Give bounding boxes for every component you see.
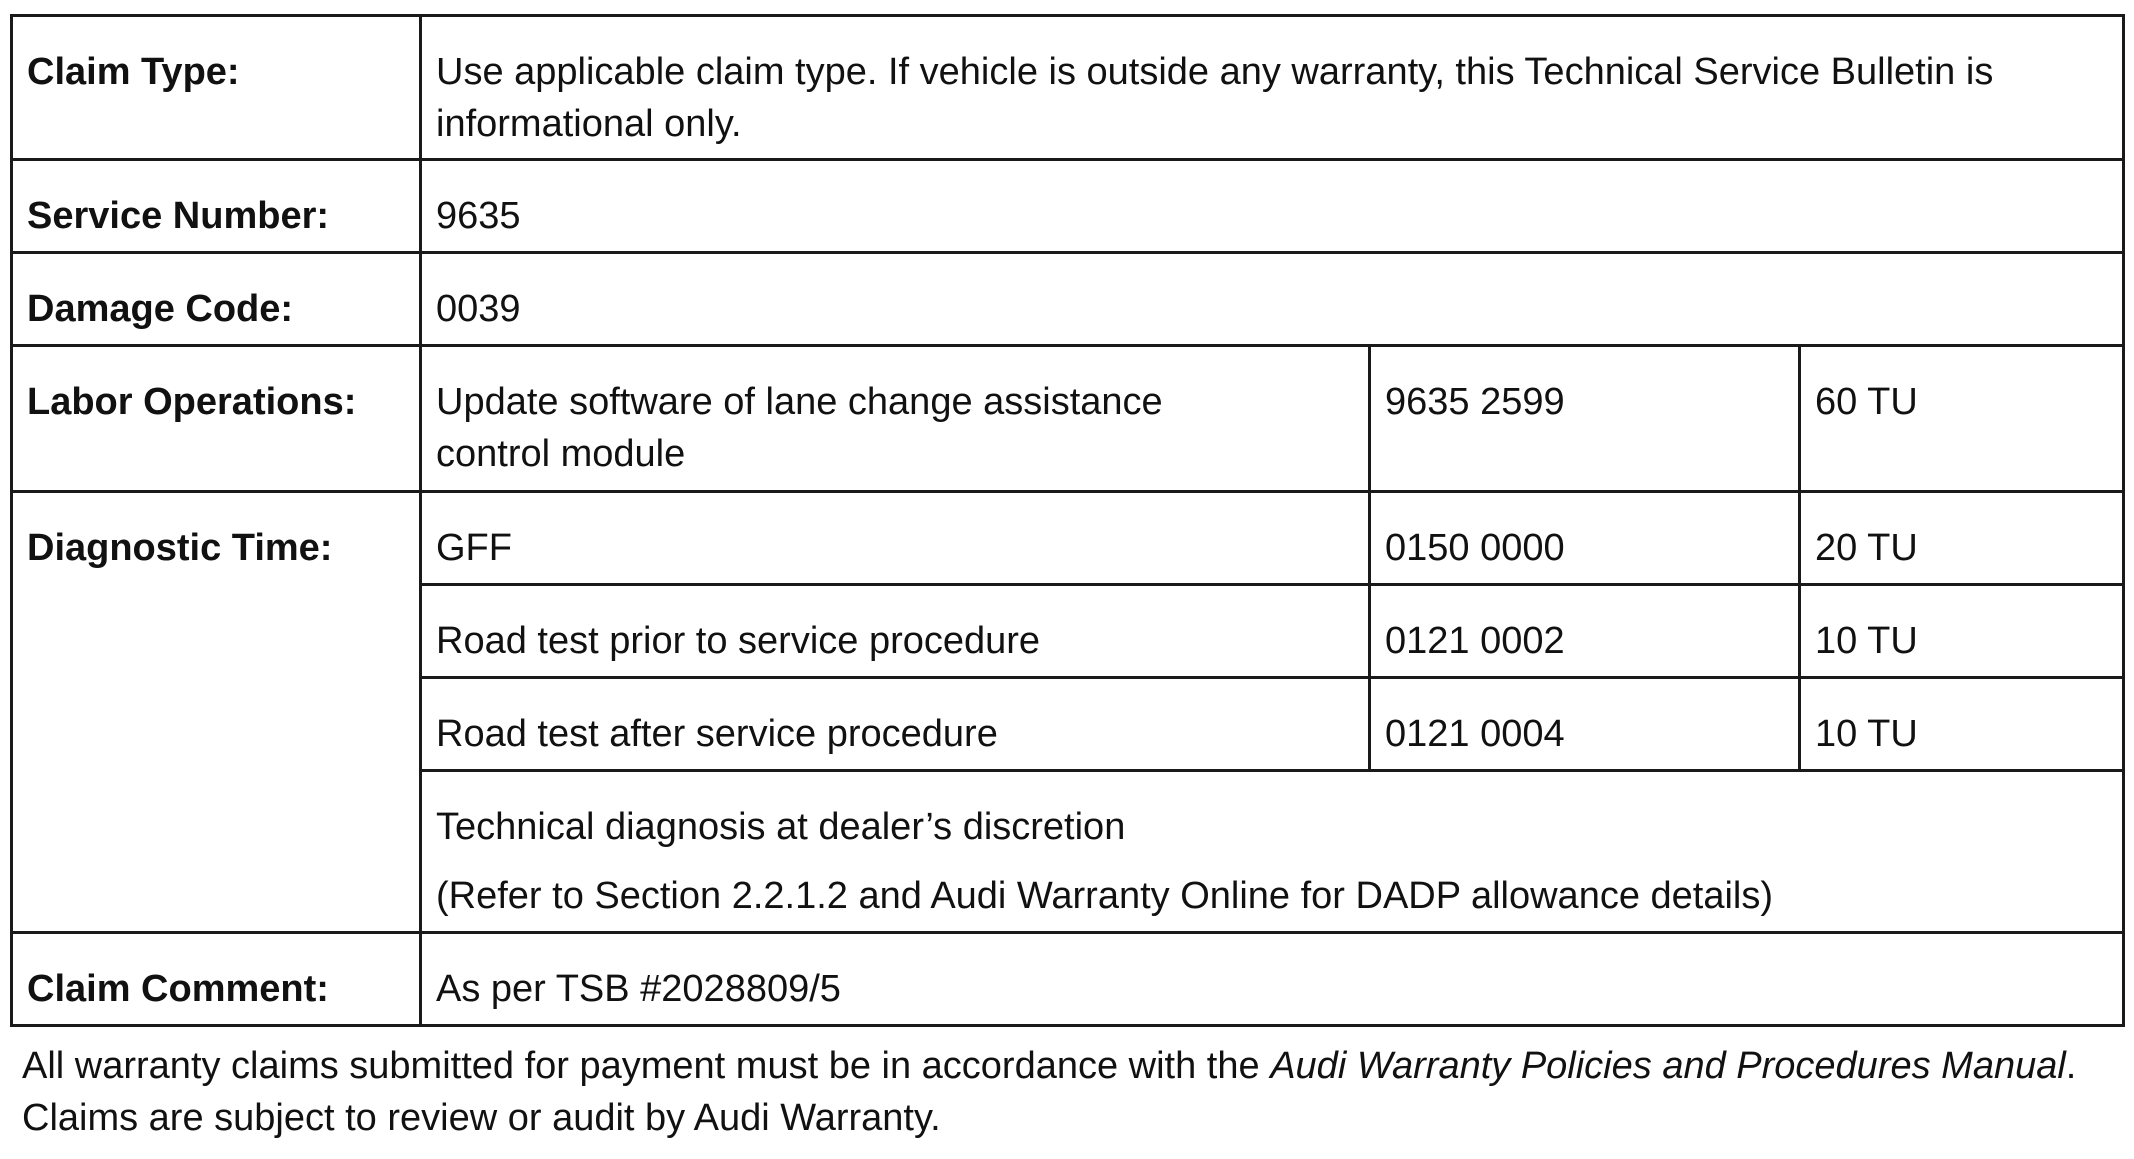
labor-operations-row bbox=[12, 346, 2124, 492]
labor-operations-label: Labor Operations: bbox=[12, 346, 421, 492]
diagnostic-code: 0121 0004 bbox=[1370, 678, 1800, 771]
diagnostic-description: Road test after service procedure bbox=[421, 678, 1370, 771]
service-number-row bbox=[12, 160, 2124, 253]
diagnostic-description: Road test prior to service procedure bbox=[421, 585, 1370, 678]
labor-operation-time: 60 TU bbox=[1800, 346, 2124, 492]
footer-text-before: All warranty claims submitted for payment must be in accordance with the bbox=[22, 1045, 1271, 1087]
warranty-footer-note bbox=[22, 1040, 2122, 1144]
diagnostic-time-value: 10 TU bbox=[1800, 678, 2124, 771]
claim-type-value: Use applicable claim type. If vehicle is outside any warranty, this Technical Service Bulletin is informational only. bbox=[421, 16, 2124, 160]
service-number-label: Service Number: bbox=[12, 160, 421, 253]
diagnostic-description: GFF bbox=[421, 492, 1370, 585]
footer-text-after: . Claims are subject to review or audit by Audi Warranty. bbox=[22, 1045, 2077, 1139]
diagnostic-code: 0121 0002 bbox=[1370, 585, 1800, 678]
claim-type-label: Claim Type: bbox=[12, 16, 421, 160]
labor-operation-description-text: Update software of lane change assistance control module bbox=[436, 381, 1163, 475]
damage-code-value: 0039 bbox=[421, 253, 2124, 346]
diagnostic-time-value: 10 TU bbox=[1800, 585, 2124, 678]
claim-comment-row bbox=[12, 933, 2124, 1026]
damage-code-label: Damage Code: bbox=[12, 253, 421, 346]
warranty-claim-table bbox=[10, 14, 2125, 1027]
footer-manual-title: Audi Warranty Policies and Procedures Manual bbox=[1270, 1045, 2066, 1087]
diagnostic-time-value: 20 TU bbox=[1800, 492, 2124, 585]
diagnostic-time-label: Diagnostic Time: bbox=[12, 492, 421, 933]
diagnostic-note-line-2: (Refer to Section 2.2.1.2 and Audi Warranty Online for DADP allowance details) bbox=[436, 875, 1774, 917]
claim-comment-label: Claim Comment: bbox=[12, 933, 421, 1026]
service-number-value: 9635 bbox=[421, 160, 2124, 253]
claim-comment-value: As per TSB #2028809/5 bbox=[421, 933, 2124, 1026]
labor-operation-description bbox=[421, 346, 1370, 492]
damage-code-row bbox=[12, 253, 2124, 346]
labor-operation-code: 9635 2599 bbox=[1370, 346, 1800, 492]
diagnostic-code: 0150 0000 bbox=[1370, 492, 1800, 585]
diagnostic-note-line-1: Technical diagnosis at dealer’s discretion bbox=[436, 806, 1126, 848]
claim-type-row bbox=[12, 16, 2124, 160]
diagnostic-row-gff bbox=[12, 492, 2124, 585]
diagnostic-note bbox=[421, 771, 2124, 933]
